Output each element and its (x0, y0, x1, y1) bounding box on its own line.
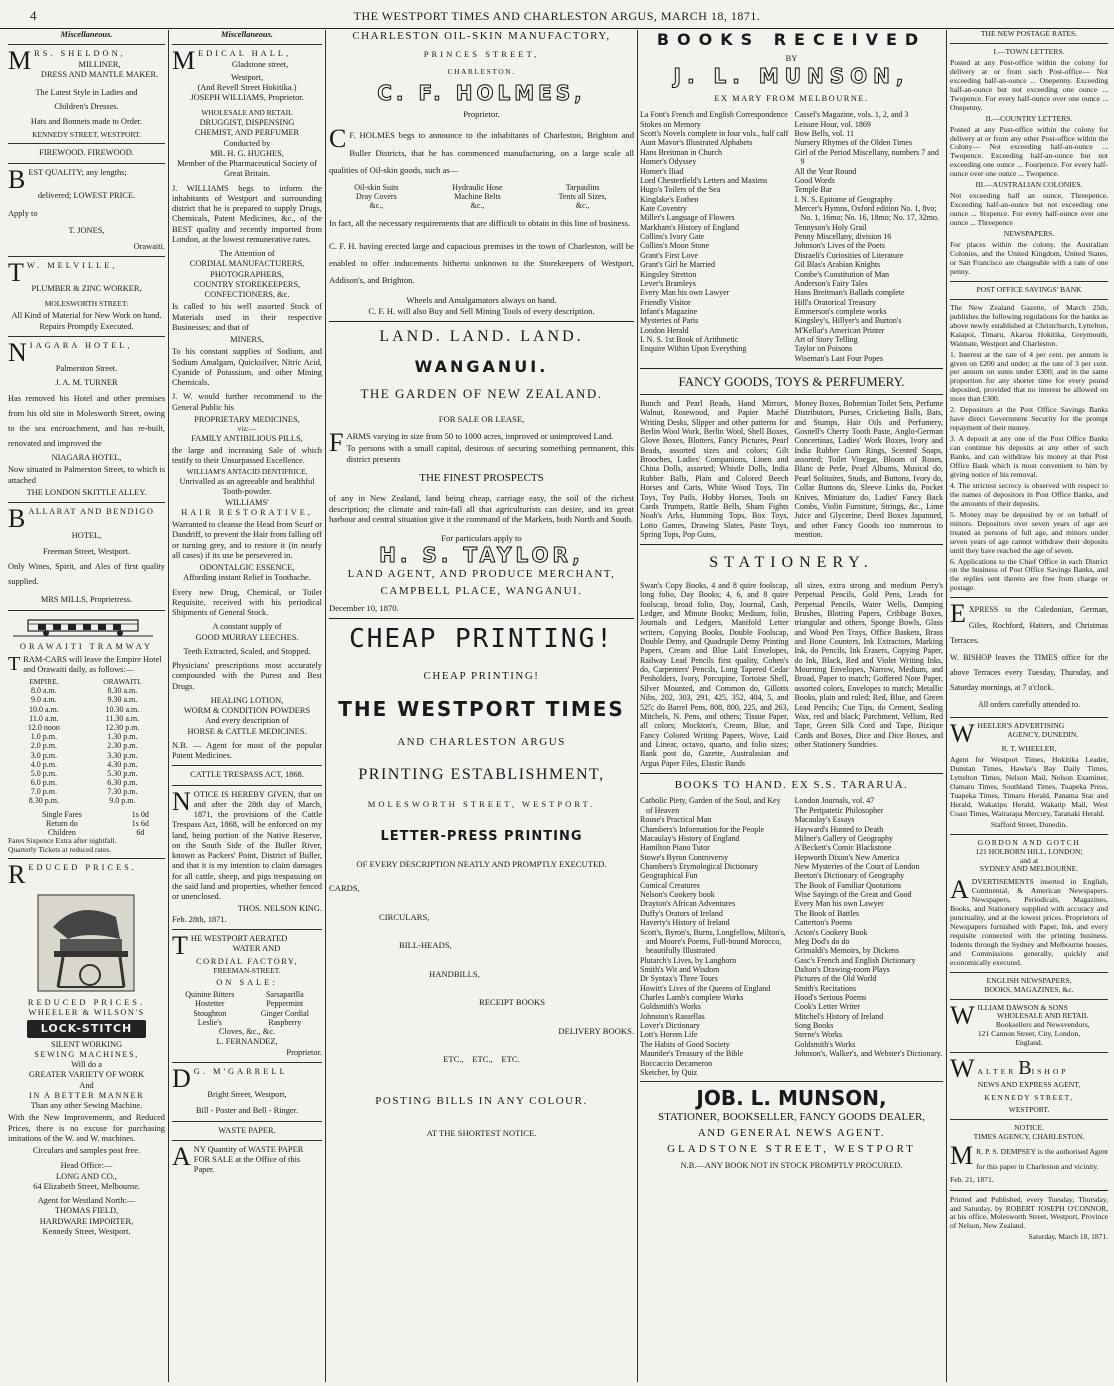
book-title: Art of Story Telling (794, 335, 858, 345)
masthead (0, 6, 1114, 29)
book-title: Taylor on Poisons (794, 344, 853, 354)
book-title: The Book of Familiar Quotations (794, 880, 902, 890)
book-title: Grant's First Love (640, 250, 698, 260)
tararua-list-right (795, 796, 944, 1077)
imprint: Printed and Published, every Tuesday, Thursday, and Saturday, by ROBERT JOSEPH O'CONNOR, at his office, Molesworth Street, Westport, Province of Nelson, New Zealand. (950, 1195, 1108, 1230)
book-title: Nursery Rhymes of the Olden Times (794, 138, 913, 148)
book-title: Collins's Ivory Gate (640, 232, 705, 242)
tram-fares (8, 810, 165, 838)
book-title: Johnson's, Walker's, and Webster's Dictionary. (794, 1049, 943, 1059)
books-list-right (795, 110, 944, 363)
aerated-item-row: Hostetter Peppermint (195, 999, 304, 1009)
book-title: Collins's Moon Stone (640, 241, 710, 251)
book-title: Infant's Magazine (640, 306, 698, 316)
book-title: Duffy's Orators of Ireland (640, 908, 723, 918)
book-title: Catholic Piety, Garden of the Soul, and Key of Heaven (640, 796, 781, 815)
ad-fancy-goods: FANCY GOODS, TOYS & PERFUMERY. Bunch and Pearl Beads, Hand Mirrors, Walnut, Rosewood, and Papier Maché Writing Desks, Slipper and other patterns for Berlin Wool Work, Berlin Wool, Shell Boxes, Glove Boxes, Blotters, Fancy Pictures, Pearl Beads, assorted sizes and colors; Gilt Brooches, Ladies' Companions, Linen and China Dolls, assorted; Whistle Dolls, India Rubber Balls, Plain and Colored Beech Horses and Carts, White Wood Toys, Tin Toys, Toy Pails, Hobby Horses, Tools on Cards Trumpets, Rattle Bells, Sham Fights Noah's Arks, Humming Tops, Box Toys, Lotto Games, Drawing Slates, Paste Toys, Spring Tops, Pop Guns, Money Boxes, Bohemian Toilet Sets, Perfume Distributors, Purses, Cricketing Balls, Bats, and Stumps, Hair Oils and Perfumery, Gosnell's Cherry Tooth Paste, Anglo-German Concertinas, Ladies' Work Boxes, Ivory and India Rubber Gum Rings, Scented Soaps, assorted; Toilet Vinegar, Bloom of Roses, Blanc de Perle, Pearl Albums, Musical do, Pearl Solitaires, Studs, and Buttons, Ivory do, Collar Buttons do, Sleeve Links do, Pocket Knives, Miniature do, Ladies' Fancy Back Combs, Violin Furniture, Strings, &c., Lime Juice and Glycerine, Deed Boxes Japanned, and other Fancy Goods too numerous to mention. (640, 374, 943, 539)
sewing-machine-image (8, 887, 158, 995)
book-title: Goldsmith's Works (640, 1002, 701, 1012)
book-title: Drayton's African Adventures (640, 899, 736, 909)
book-title: Lott's Horem Life (640, 1030, 698, 1040)
ad-niagara: NIAGARA HOTEL, Palmerston Street. J. A. M. TURNER Has removed his Hotel and other premises from his old site in Molesworth Street, owing to the sea encroachment, and has re-built, renovated and improved the NIAGARA HOTEL, Now situated in Palmerston Street, to which is attached THE LONDON SKITTLE ALLEY. (8, 337, 165, 497)
tram-timetable: EMPIRE. ORAWAITI. 8.0 a.m. 8.30 a.m. 9.0 a.m. 9.30 a.m. 10.0 a.m. 10.30 a.m. 11.0 a.m. 11.30 a.m. 12.0 noon 12.30 p.m. 1.0 p.m. 1.30 p.m. 2.0 p.m. 2.30 p.m. 3.0 p.m. 3.30 p.m. 4.0 p.m. 4.30 p.m. 5.0 p.m. 5.30 p.m. 6.0 p.m. 6.30 p.m. 7.0 p.m. 7.30 p.m. 8.30 p.m. 9.0 p.m. (8, 678, 165, 806)
book-title: Grimaldi's Memoirs, by Dickens (794, 946, 900, 956)
tram-time-row: 12.0 noon 12.30 p.m. (27, 722, 140, 732)
page-number: 4 (30, 8, 37, 23)
book-title: Milner's Gallery of Geography (794, 833, 894, 843)
ad-mgarrell: D G. M'GARRELL Bright Street, Westport, Bill - Poster and Bell - Ringer. (172, 1063, 299, 1116)
book-title: Hayward's Hunted to Death (794, 824, 884, 834)
book-title: Every Man his own Lawyer (794, 899, 884, 909)
book-title: Homer's Odyssey (640, 157, 697, 167)
book-title: Beeton's Dictionary of Geography (794, 871, 905, 881)
book-title: Bow Bells, vol. 11 (794, 129, 854, 139)
book-title: Kingsley Stretton (640, 269, 697, 279)
column-rule (325, 30, 326, 1382)
book-title: Sterne's Works (794, 1030, 843, 1040)
ad-sewing: REDUCED PRICES. REDUCED PRICES. WHEELER & WILSON'S LOCK-STITCH SILENT WORKING SEWING MACHINES, Will do a GREATER VARIETY OF WORK And IN A BETTER MANNER Than any other Sewing Machine. With the New Improvements, and Reduced Prices, there is no excuse for purchasing imitations of the W. and W. machines. Circulars and samples post free. Head Office:— LONG AND CO., 64 Elizabeth Street, Melbourne. Agent for Westland North:— THOMAS FIELD, HARDWARE IMPORTER, Kennedy Street, Westport. (8, 860, 165, 1236)
ad-postage-rates: THE NEW POSTAGE RATES. I.—TOWN LETTERS. Posted at any Post-office within the colony for delivery at or from such Post-office— Not exceeding half-an-ounce ... Onepenny. Exceeding half-an-ounce but not exceeding one ounce ... Twopence. For every half-ounce over one ounce ... Onepenny. II.—COUNTRY LETTERS. Posted at any Post-office within the colony for delivery at or from any other Post-office within the Colony— Not exceeding half-an-ounce ... Twopence. Exceeding half-an-ounce but not exceeding one ounce ... Fourpence. For every half-ounce over one ounce ... Twopence. III.—AUSTRALIAN COLONIES. Not exceeding half an ounce, Threepence. Exceeding half-an-ounce but not exceeding one ounce ... Sixpence. For every half-ounce over one ounce ... Threepence NEWSPAPERS. For places within the colony, the Australian Colonies, and the United Kingdom, United States, or San Francisco are chargeable with a rate of one penny. (950, 30, 1108, 276)
ad-cattle-trespass: CATTLE TRESPASS ACT, 1868. NOTICE IS HEREBY GIVEN, that on and after the 28th day of March, 1871, the provisions of the Cattle Trespass Act, 1868, will be enforced on my land, being portion of the Native Reserve, on the South Side of the Buller River, known as Packers' Point, District of Buller, and that it is my intention to claim damages for all cattle, sheep, and pigs trespassing on the said land and properties, whether fenced or unenclosed. THOS. NELSON KING. Feb. 28th, 1871. (172, 770, 322, 924)
book-title: Mitchel's History of Ireland (794, 1011, 884, 1021)
oilskin-item-row: &c., &c., &c., (369, 201, 590, 211)
book-title: Leisure Hour, vol. 1869 (794, 119, 871, 129)
book-title: Pictures of the Old World (794, 974, 877, 984)
aerated-item-row: Stoughton Ginger Cordial (193, 1008, 309, 1018)
ad-books-received: BOOKS RECEIVED BY J. L. MUNSON, EX MARY FROM MELBOURNE. La Font's French and English Correspondence Stokes on Memory Scott's Novels complete in four vols., half calf Aunt Mavor's Illustrated Alphabets Hans Breitman in Church Homer's Odyssey Homer's Iliad Lord Chesterfield's Letters and Maxims Hugo's Toilers of the Sea Kinglake's Eothen Kate Coventry Miller's Language of Flowers Markham's History of England Collins's Ivory Gate Collins's Moon Stone Grant's First Love Grant's Girl he Married Kingsley Stretton Lever's Bramleys Every Man his own Lawyer Friendly Visitor Infant's Magazine Mysteries of Paris London Herald I. N. S. 1st Book of Arithmetic Enquire Within Upon Everything Cassel's Magazine, vols. 1, 2, and 3 Leisure Hour, vol. 1869 Bow Bells, vol. 11 Nursery Rhymes of the Olden Times Girl of the Period Miscellany, numbers 7 and 9 All the Year Round Good Words Temple Bar I. N. S. Epitome of Geography Mercer's Hymns, Oxford edition No. 1, 8vo; No. 1, 16mo; No. 16, 18mo; No. 17, 32mo. Tennyson's Holy Grail Penny Miscellany, division 16 Johnson's Lives of the Poets Disraeli's Curiosities of Literature Gil Blas's Arabian Knights Combe's Constitution of Man Anderson's Fairy Tales Hans Breitman's Ballads complete Hill's Oratorical Treasury Emmerson's complete works Kingsley's, Hillyer's and Burton's M'Kellar's American Printer Art of Story Telling Taylor on Poisons Wiseman's Last Four Popes (640, 30, 943, 363)
ad-melville: T W. MELVILLE, PLUMBER & ZINC WORKER, MOLESWORTH STREET: All Kind of Material for New Work on hand. Repairs Promptly Executed. (8, 258, 162, 331)
book-title: Wiseman's Last Four Popes (794, 353, 883, 363)
book-title: Disraeli's Curiosities of Literature (794, 250, 904, 260)
tram-fare-row: Return do 1s 6d (45, 818, 149, 828)
book-title: All the Year Round (794, 166, 857, 176)
book-title: Catterton's Poems (794, 918, 853, 928)
tram-time-row: 5.0 p.m. 5.30 p.m. (30, 768, 138, 778)
book-title: Miller's Language of Flowers (640, 213, 735, 223)
book-title: Temple Bar (794, 185, 832, 195)
aerated-items (172, 990, 322, 1027)
book-title: Gasc's French and English Dictionary (794, 955, 916, 965)
oilskin-items (329, 183, 634, 211)
book-title: Hans Breitman in Church (640, 147, 722, 157)
ad-cheap-printing: CHEAP PRINTING! CHEAP PRINTING! THE WESTPORT TIMES AND CHARLESTON ARGUS PRINTING ESTABLISHMENT, MOLESWORTH STREET, WESTPORT. LETTER-PRESS PRINTING OF EVERY DESCRIPTION NEATLY AND PROMPTLY EXECUTED. CARDS, CIRCULARS, BILL-HEADS, HANDBILLS, RECEIPT BOOKS DELIVERY BOOKS. ETC., ETC., ETC. POSTING BILLS IN ANY COLOUR. AT THE SHORTEST NOTICE. (329, 624, 634, 1139)
oilskin-item-row: Oil-skin Suits Hydraulic Hose Tarpaulins (354, 182, 600, 192)
tram-time-row: 1.0 p.m. 1.30 p.m. (30, 732, 138, 742)
book-title: Homer's Iliad (640, 166, 684, 176)
ad-munson: JOB. L. MUNSON, STATIONER, BOOKSELLER, FANCY GOODS DEALER, AND GENERAL NEWS AGENT. GLADSTONE STREET, WESTPORT N.B.—ANY BOOK NOT IN STOCK PROMPTLY PROCURED. (657, 1086, 926, 1170)
book-title: Scott's Novels complete in four vols., half calf (640, 129, 789, 139)
book-title: The Book of Battles (794, 908, 860, 918)
ad-firewood: BEST QUALITY; any lengths; delivered; LOWEST PRICE. Apply to T. JONES, Orawaiti. (8, 164, 165, 251)
tram-car-image (8, 617, 158, 637)
book-title: Goldsmith's Works (794, 1039, 856, 1049)
book-title: Hill's Oratorical Treasury (794, 297, 876, 307)
aerated-item-row: Quinine Bitters Sarsaparilla (185, 990, 304, 1000)
tram-fare-row: Single Fares 1s 0d (41, 809, 149, 819)
section-heading: Miscellaneous. (221, 30, 273, 39)
book-title: Combe's Constitution of Man (794, 269, 890, 279)
book-title: Aunt Mavor's Illustrated Alphabets (640, 138, 753, 148)
book-title: Scott's, Byron's, Burns, Longfellow, Milton's, and Moore's Poems, Full-bound Morocco, beautifully Illustrated (640, 927, 786, 956)
ad-firewood-title: FIREWOOD. FIREWOOD. (39, 148, 134, 158)
book-title: Anderson's Fairy Tales (794, 278, 868, 288)
book-title: Rouse's Practical Man (640, 815, 712, 825)
book-title: Grant's Girl he Married (640, 260, 715, 270)
tram-time-row: 8.0 a.m. 8.30 a.m. (31, 686, 138, 696)
book-title: New Mysteries of the Court of London (794, 861, 920, 871)
book-title: Hans Breitman's Ballads complete (794, 288, 905, 298)
column-1 (8, 30, 165, 1380)
book-title: Emmerson's complete works (794, 306, 887, 316)
book-title: Cassel's Magazine, vols. 1, 2, and 3 (794, 110, 909, 120)
column-4 (640, 30, 943, 1380)
book-title: Howitt's Lives of the Queens of England (640, 983, 771, 993)
book-title: Charles Lamb's complete Works (640, 993, 744, 1003)
book-title: Good Words (794, 175, 835, 185)
column-rule (637, 30, 638, 1382)
ad-aerated-water: THE WESTPORT AERATED WATER AND CORDIAL FACTORY, FREEMAN-STREET. ON SALE: Quinine Bitters Sarsaparilla Hostetter Peppermint Stoughton Ginger Cordial Leslie's Raspberry Cloves, &c., &c. L. FERNANDEZ, Proprietor. (172, 930, 322, 1057)
tram-time-row: 2.0 p.m. 2.30 p.m. (30, 741, 138, 751)
book-title: Gil Blas's Arabian Knights (794, 260, 881, 270)
tram-time-row: 4.0 p.m. 4.30 p.m. (30, 759, 138, 769)
column-rule (168, 30, 169, 1382)
ad-oilskin: CHARLESTON OIL-SKIN MANUFACTORY, PRINCES STREET, CHARLESTON. C. F. HOLMES, Proprietor. C F. HOLMES begs to announce to the inhabitants of Charleston, Brighton and Buller Districts, that he has commenced manufacturing, on a large scale all qualities of Oil-skin goods, such as— Oil-skin Suits Hydraulic Hose Tarpaulins Dray Covers Machine Belts Tents all Sizes, &c., &c., &c., In fact, all the necessary requirements that are difficult to obtain in this line of business. C. F. H. having erected large and capacious premises in the town of Charleston, will be enabled to offer inducements hitherto unknown to the Storekeepers of Westport, Addison's, and Brighton. Wheels and Amalgamators always on hand. C. F. H. will also Buy and Sell Mining Tools of every description. (329, 30, 634, 316)
book-title: Mercer's Hymns, Oxford edition No. 1, 8vo; No. 1, 16mo; No. 16, 18mo; No. 17, 32mo. (794, 204, 939, 223)
book-title: Haverty's History of Ireland (640, 918, 730, 928)
ad-books-tararua: BOOKS TO HAND. EX S.S. TARARUA. Catholic Piety, Garden of the Soul, and Key of Heaven Rouse's Practical Man Chambers's Information for the People Macaulay's History of England Hamilton Piano Tutor Stowe's Byron Controversy Chambers's Etymological Dictionary Geographical Fun Comical Creatures Nelson's Cookery book Drayton's African Adventures Duffy's Orators of Ireland Haverty's History of Ireland Scott's, Byron's, Burns, Longfellow, Milton's, and Moore's Poems, Full-bound Morocco, beautifully Illustrated Plutarch's Lives, by Langhorn Smith's Wit and Wisdom Dr Syntax's Three Tours Howitt's Lives of the Queens of England Charles Lamb's complete Works Goldsmith's Works Johnston's Rassellas Lover's Dictionary Lott's Horem Life The Habits of Good Society Maunder's Treasury of the Bible Boccaccio Decameron Sketcher, by Quiz London Journals, vol. 47 The Peripatetic Philosopher Macaulay's Essays Hayward's Hunted to Death Milner's Gallery of Geography A'Beckett's Comic Blackstone Hepworth Dixon's New America New Mysteries of the Court of London Beeton's Dictionary of Geography The Book of Familiar Quotations Wise Sayings of the Great and Good Every Man his own Lawyer The Book of Battles Catterton's Poems Acton's Cookery Book Meg Dod's do do Grimaldi's Memoirs, by Dickens Gasc's French and English Dictionary Dalton's Drawing-room Plays Pictures of the Old World Smith's Recitations Hood's Serious Poems Cook's Letter Writer Mitchel's History of Ireland Song Books Sterne's Works Goldsmith's Works Johnson's, Walker's, and Webster's Dictionary. (640, 779, 943, 1077)
book-title: Tennyson's Holy Grail (794, 222, 867, 232)
book-title: Macaulay's Essays (794, 815, 855, 825)
column-2 (172, 30, 322, 1380)
book-title: Smith's Wit and Wisdom (640, 964, 720, 974)
book-title: The Habits of Good Society (640, 1039, 730, 1049)
tram-time-row: 10.0 a.m. 10.30 a.m. (29, 704, 140, 714)
book-title: I. N. S. 1st Book of Arithmetic (640, 335, 739, 345)
ad-wheeler: WHEELER'S ADVERTISING AGENCY, DUNEDIN. R. T. WHEELER, Agent for Westport Times, Hokitika Leader, Dunstan Times, Hawke's Bay Daily Times, Lyttelton Times, Nelson Mail, Nelson Examiner, Oamaru Times, Southland Times, Tuapeka Press, Tuapeka Times, Timaru Herald, Panama Star and Herald, Wakatipu Herald, Wakatip Mail, West Coast Times, Wairarapa Mercury, Taranaki Herald. Stafford Street, Dunedin. (950, 718, 1108, 829)
book-title: Hugo's Toilers of the Sea (640, 185, 721, 195)
book-title: Chambers's Etymological Dictionary (640, 861, 759, 871)
ad-tramway: ORAWAITI TRAMWAY TRAM-CARS will leave the Empire Hotel and Orawaiti daily, as follows:— EMPIRE. ORAWAITI. 8.0 a.m. 8.30 a.m. 9.0 a.m. 9.30 a.m. 10.0 a.m. 10.30 a.m. 11.0 a.m. 11.30 a.m. 12.0 noon 12.30 p.m. 1.0 p.m. 1.30 p.m. 2.0 p.m. 2.30 p.m. 3.0 p.m. 3.30 p.m. 4.0 p.m. 4.30 p.m. 5.0 p.m. 5.30 p.m. 6.0 p.m. 6.30 p.m. 7.0 p.m. 7.30 p.m. 8.30 p.m. 9.0 p.m. Single Fares 1s 0d Return do 1s 6d Children 6d Fares Sixpence Extra after nightfall. Quarterly Tickets at reduced rates. (8, 615, 165, 855)
tram-time-row: 9.0 a.m. 9.30 a.m. (31, 695, 138, 705)
tram-fare-row: Children 6d (47, 828, 145, 837)
book-title: Lever's Bramleys (640, 278, 696, 288)
column-5 (950, 30, 1108, 1380)
ad-waste-paper: WASTE PAPER. ANY Quantity of WASTE PAPER FOR SALE at the Office of this Paper. (172, 1126, 322, 1176)
ad-savings-bank: POST OFFICE SAVINGS' BANK The New Zealand Gazette, of March 25th, publishes the following regulations for the banks as above newly established at Christchurch, Lyttelton, Kaiapoi, Timaru, Akaroa Hokitika, Greymouth, Waimate, Westport and Charleston. 1. Interest at the rate of 4 per cent. per annum is given on £200 and under; at the rate of 3 per cent. per annum on sums under £300; and in the same proportion for any shorter time for every pound deposited, provided that no interest be allowed on more than £300. 2. Depositors at the Post Office Savings Banks have direct Government Security for the prompt repayment of their money. 3. A deposit at any one of the Post Office Banks can continue his deposits at any other of such Banks, and can withdraw his money at that Post Office Bank which is most convenient to him by giving notice of his removal. 4. The strictest secrecy is observed with respect to the names of depositors in Post Office Banks, and the amounts of their deposits. 5. Money may be deposited by or on behalf of minors. Depositors over seven years of age are treated as persons of full age, and minors under seven years of age cannot withdraw their deposits until they have reached the age of seven. 6. Applications to the Chief Office in each District on the business of Post Office Savings Banks, and the replies sent thereto are free from charge or postage. (950, 284, 1108, 593)
book-title: Hood's Serious Poems (794, 993, 867, 1003)
book-title: Comical Creatures (640, 880, 700, 890)
lockstitch-banner: LOCK-STITCH (27, 1020, 146, 1037)
tram-time-row: 6.0 p.m. 6.30 p.m. (30, 778, 138, 788)
ad-medical-hall: MEDICAL HALL, Gladstone street, Westport, (And Revell Street Hokitika.) JOSEPH WILLIAMS, Proprietor. WHOLESALE AND RETAIL DRUGGIST, DISPENSING CHEMIST, AND PERFUMER Conducted by MR. H. G. HUGHES, Member of the Pharmaceutical Society of Great Britain. J. WILLIAMS begs to inform the inhabitants of Westport and surrounding district that he is prepared to supply Drugs, Chemicals, Patent Medicines, &c., of the BEST quality and recently imported from London, at the lowest remunerative rates. The Attention of CORDIAL MANUFACTURERS, PHOTOGRAPHERS, COUNTRY STOREKEEPERS, CONFECTIONERS, &c. Is called to his well assorted Stock of Materials used in their respective Businesses; and that of MINERS, To his constant supplies of Sodium, and Sodium Amalgam, Quicksilver, Nitric Acid, Cyanide of Potassium, and other Mining Chemicals. J. W. would further recommend to the General Public his PROPRIETARY MEDICINES, viz:— FAMILY ANTIBILIOUS PILLS, the large and increasing Sale of which testify to their Unsurpassed Excellence. WILLIAM'S ANTACID DENTIFRICE, Unrivalled as an agreeable and healthful Tooth-powder. WILLIAMS' HAIR RESTORATIVE, Warranted to cleanse the Head from Scurf or Dandriff, to prevent the Hair from falling off or turning grey, and to restore it (in nearly all cases) if its use be persevered in. ODONTALGIC ESSENCE, Affording instant Relief in Toothache. Every new Drug, Chemical, or Toilet Requisite, received with his periodical Shipments of General Stock. A constant supply of GOOD MURRAY LEECHES. Teeth Extracted, Scaled, and Stopped. Physicians' prescriptions most accurately compounded with the Purest and Best Drugs. HEALING LOTION, WORM & CONDITION POWDERS And every description of HORSE & CATTLE MEDICINES. N.B. — Agent for most of the popular Patent Medicines. (172, 46, 322, 761)
book-title: Hamilton Piano Tutor (640, 843, 710, 853)
book-title: Song Books (794, 1021, 834, 1031)
book-title: Sketcher, by Quiz (640, 1067, 698, 1077)
book-title: Johnson's Lives of the Poets (794, 241, 885, 251)
book-title: M'Kellar's American Printer (794, 325, 885, 335)
book-title: Penny Miscellany, division 16 (794, 232, 892, 242)
column-rule (946, 30, 947, 1382)
book-title: London Journals, vol. 47 (794, 796, 875, 806)
book-title: Mysteries of Paris (640, 316, 699, 326)
tram-time-row: 11.0 a.m. 11.30 a.m. (29, 713, 140, 723)
ad-wanganui-land: LAND. LAND. LAND. WANGANUI. THE GARDEN OF NEW ZEALAND. FOR SALE OR LEASE, FARMS varying in size from 50 to 1000 acres, improved or unimproved Land. To persons with a small capital, desirous of securing something permanent, this district presents THE FINEST PROSPECTS of any in New Zealand, land being cheap, carriage easy, the soil of the richest description; the climate and rain-fall all that agriculturists can desire, and its great harbour and central situation give it the command of the Markets, both North and South. For particulars apply to H. S. TAYLOR, LAND AGENT, AND PRODUCE MERCHANT, CAMPBELL PLACE, WANGANUI. December 10, 1870. (329, 328, 634, 613)
book-title: Dr Syntax's Three Tours (640, 974, 718, 984)
ad-gordon-gotch: GORDON AND GOTCH 121 HOLBORN HILL, LONDON; and at SYDNEY AND MELBOURNE. ADVERTISEMENTS inserted in English, Continental, & American Newspapers. Newspapers, Periodicals, Magazines, Books, and Stationery supplied with accuracy and punctuality, and at the lowest prices. Proprietors of Newspapers furnished with Paper, Ink, and every requisite connected with the printing business. Indents through the Sydney and Melbourne houses, and Commissions generally, quickly and economically executed. (950, 837, 1108, 967)
book-title: Boccaccio Decameron (640, 1058, 713, 1068)
book-title: London Herald (640, 325, 689, 335)
book-title: Acton's Cookery Book (794, 927, 868, 937)
oilskin-item-row: Dray Covers Machine Belts Tents all Sizes, (356, 192, 607, 202)
book-title: Wise Sayings of the Great and Good (794, 890, 912, 900)
section-heading: Miscellaneous. (60, 30, 113, 39)
book-title: Markham's History of England (640, 222, 739, 232)
tararua-list-left (640, 796, 789, 1077)
ad-sheldon: MRS. SHELDON, MILLINER, DRESS AND MANTLE MAKER. The Latest Style in Ladies and Children's Dresses. Hats and Bonnets made to Order. KENNEDY STREET, WESTPORT. (8, 46, 159, 139)
imprint-date: Saturday, March 18, 1871. (1028, 1231, 1108, 1241)
tram-time-row: 7.0 p.m. 7.30 p.m. (30, 787, 138, 797)
book-title: Nelson's Cookery book (640, 890, 715, 900)
ad-notice-dempsey: NOTICE. TIMES AGENCY, CHARLESTON. M R. P. S. DEMPSEY is the authorised Agent for this paper in Charleston and vicinity. Feb. 21, 1871. (950, 1122, 1108, 1185)
aerated-item-row: Leslie's Raspberry (197, 1017, 302, 1027)
book-title: Johnston's Rassellas (640, 1011, 705, 1021)
book-title: Hepworth Dixon's New America (794, 852, 900, 862)
tramway-title: ORAWAITI TRAMWAY (19, 641, 154, 651)
book-title: Kinglake's Eothen (640, 194, 699, 204)
book-title: Stowe's Byron Controversy (640, 852, 729, 862)
book-title: Macaulay's History of England (640, 833, 740, 843)
book-title: Maunder's Treasury of the Bible (640, 1049, 744, 1059)
book-title: Kingsley's, Hillyer's and Burton's (794, 316, 902, 326)
ad-ballarat: BALLARAT AND BENDIGO HOTEL, Freeman Street, Westport. Only Wines, Spirit, and Ales of first quality supplied. MRS MILLS, Proprietress. (8, 504, 165, 605)
book-title: Lover's Dictionary (640, 1021, 700, 1031)
ad-express: EXPRESS to the Caledonian, German, Giles, Rochford, Hatters, and Christmas Terraces. W. BISHOP leaves the TIMES office for the above Terraces every Tuesday, Thursday, and Saturday mornings, at 7 o'clock. All orders carefully attended to. (950, 599, 1108, 710)
book-title: Cook's Letter Writer (794, 1002, 860, 1012)
book-title: Kate Coventry (640, 204, 687, 213)
book-title: La Font's French and English Correspondence (640, 110, 788, 120)
book-title: Enquire Within Upon Everything (640, 344, 747, 354)
book-title: A'Beckett's Comic Blackstone (794, 843, 892, 853)
ad-stationery: STATIONERY. Swan's Copy Books, 4 and 8 quire foolscap, long folio, Day Books; 4, 6, and 8 quire foolscap, broad folio, Day, Journal, Cash, Ledger, and Minute Books; Medium, folio, Journals and Ledgers, Manifold Letter writers, Copying Books, Double Foolscap, Double Demy, and Quadruple Demy Printing Papers, Cream and Blue Laid Envelopes, Railway Lead Pencils first quality, Cohen's do, Carpenters' Pencils, Long Tapered Cedar Penholders, Ivory, Porcupine, Tortoise Shell, Silver Mounted, and Common do, Gillotts Nibs, 202, 303, 291, 425, 352, 404, 5, and 525; do Barrel Pens, 808, 800, 225, and 263, Mitchels, N. Pens, and others; Tissue Paper, all colors; Mockton's, Cream, Blue, and Fancy Colored Writing Papers, Wove, Laid and Linear, octavo, quarto, and folio sizes; Bank post do, Gazette, Australasian and Argus Paper Files, Elastic Bands all sizes, extra strong and medium Perry's Perpetual Pencils, Gold Pens, Leads for Perpetual Pencils, Water Wells, Damping Brushes, Blotting Papers, Cribbage Boxes, triangular and others, Sponge Bowls, Glass and Wood Pen Trays, Office Baskets, Brass and Bone Counters, Ink Extractors, Marking Ink, do Pencils, Ink Erasers, Copying Paper, do Ink, Black, Red and Violet Writing Inks, Mourning Envelopes, Narrow, Medium, and Broad, Paper to match; Goffered Note Paper, assorted colors, Envelopes to match; Metallic Books, plain and ruled; Red, Blue, and Green Lead Pencils; Cue Tips, do Cement, Sealing Wax, red and black; Parchment, Vellum, Red Tape, Green Silk Cord and Tape, Bizique Cards and Boxes, Dice and Dice Boxes, and other Stationery Sundries. (640, 554, 943, 768)
book-title: Stokes on Memory (640, 119, 701, 129)
masthead-title: THE WESTPORT TIMES AND CHARLESTON ARGUS, MARCH 18, 1871. (353, 9, 761, 23)
book-title: Geographical Fun (640, 871, 698, 881)
book-title: Chambers's Information for the People (640, 824, 765, 834)
book-title: The Peripatetic Philosopher (794, 805, 884, 815)
tram-time-row: 3.0 p.m. 3.30 p.m. (30, 750, 138, 760)
book-title: Meg Dod's do do (794, 936, 850, 946)
book-title: Dalton's Drawing-room Plays (794, 964, 890, 974)
book-title: Smith's Recitations (794, 983, 857, 993)
column-3 (329, 30, 634, 1380)
ad-english-newspapers: ENGLISH NEWSPAPERS, BOOKS, MAGAZINES, &c. WILLIAM DAWSON & SONS WHOLESALE AND RETAIL Booksellers and Newsvendors, 121 Cannon Street, City, London, England. (950, 977, 1108, 1048)
book-title: Friendly Visitor (640, 297, 691, 307)
book-title: Girl of the Period Miscellany, numbers 7 and 9 (794, 147, 939, 167)
books-list-left (640, 110, 789, 363)
book-title: Every Man his own Lawyer (640, 288, 730, 298)
tram-time-row: 8.30 p.m. 9.0 p.m. (28, 796, 136, 806)
book-title: Lord Chesterfield's Letters and Maxims (640, 175, 768, 185)
book-title: I. N. S. Epitome of Geography (794, 194, 893, 204)
ad-walter-bishop: WALTER BISHOP NEWS AND EXPRESS AGENT, KENNEDY STREET, WESTPORT. (950, 1053, 1081, 1115)
book-title: Plutarch's Lives, by Langhorn (640, 955, 737, 965)
